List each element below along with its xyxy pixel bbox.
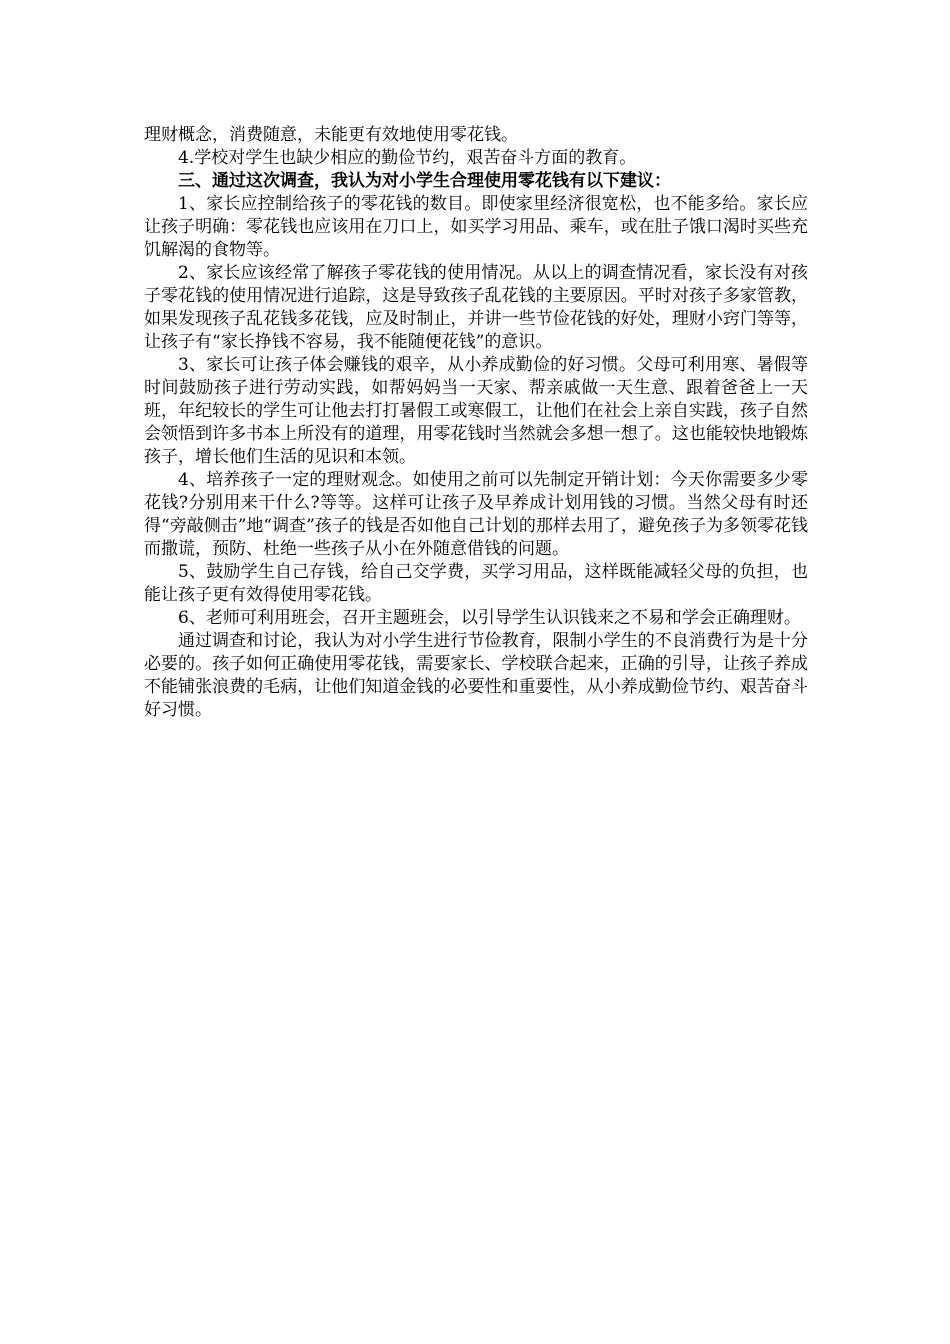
- suggestion-5: 5、鼓励学生自己存钱，给自己交学费，买学习用品，这样既能减轻父母的负担，也能让孩子更有效得使用零花钱。: [144, 562, 808, 605]
- conclusion-paragraph: 通过调查和讨论，我认为对小学生进行节俭教育，限制小学生的不良消费行为是十分必要的。孩子如何正确使用零花钱，需要家长、学校联合起来，正确的引导，让孩子养成不能铺张浪费的毛病，让他们知道金钱的必要性和重要性，从小养成勤俭节约、艰苦奋斗好习惯。: [144, 631, 808, 720]
- suggestion-4: 4、培养孩子一定的理财观念。如使用之前可以先制定开销计划：今天你需要多少零花钱?分别用来干什么?等等。这样可让孩子及早养成计划用钱的习惯。当然父母有时还得“旁敲侧击”地“调查”孩子的钱是否如他自己计划的那样去用了，避免孩子为多领零花钱而撒谎，预防、杜绝一些孩子从小在外随意借钱的问题。: [144, 470, 808, 559]
- suggestion-3: 3、家长可让孩子体会赚钱的艰辛，从小养成勤俭的好习惯。父母可利用寒、暑假等时间鼓励孩子进行劳动实践，如帮妈妈当一天家、帮亲戚做一天生意、跟着爸爸上一天班，年纪较长的学生可让他去打打暑假工或寒假工，让他们在社会上亲自实践，孩子自然会领悟到许多书本上所没有的道理，用零花钱时当然就会多想一想了。这也能较快地锻炼孩子，增长他们生活的见识和本领。: [144, 355, 808, 467]
- suggestion-1: 1、家长应控制给孩子的零花钱的数目。即使家里经济很宽松，也不能多给。家长应让孩子明确：零花钱也应该用在刀口上，如买学习用品、乘车，或在肚子饿口渴时买些充饥解渴的食物等。: [144, 194, 808, 260]
- paragraph-item-4-school: 4.学校对学生也缺少相应的勤俭节约，艰苦奋斗方面的教育。: [178, 148, 637, 168]
- section-heading-suggestions: 三、通过这次调查，我认为对小学生合理使用零花钱有以下建议：: [178, 171, 671, 191]
- suggestion-2: 2、家长应该经常了解孩子零花钱的使用情况。从以上的调查情况看，家长没有对孩子零花钱的使用情况进行追踪，这是导致孩子乱花钱的主要原因。平时对孩子多家管教，如果发现孩子乱花钱多花钱，应及时制止，并讲一些节俭花钱的好处，理财小窍门等等，让孩子有“家长挣钱不容易，我不能随便花钱”的意识。: [144, 263, 808, 352]
- document-body: [144, 124, 808, 722]
- paragraph-continuation: 理财概念，消费随意，未能更有效地使用零花钱。: [144, 125, 518, 145]
- suggestion-6: 6、老师可利用班会，召开主题班会，以引导学生认识钱来之不易和学会正确理财。: [178, 608, 801, 628]
